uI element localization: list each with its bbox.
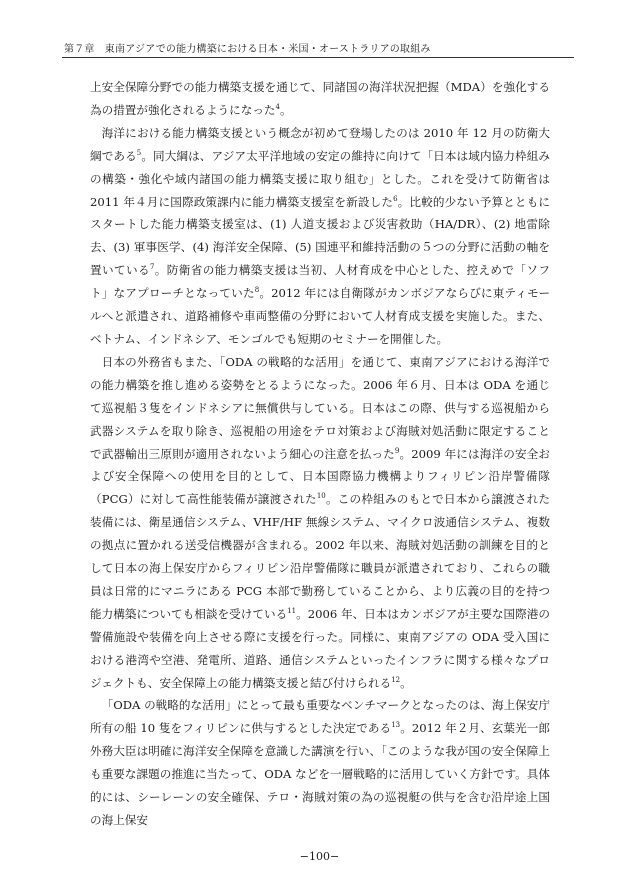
text-run: 。同大綱は、アジア太平洋地域の安定の維持に向けて「日本は域内協力枠組みの構築・強化や域内諸国の能力構築支援に取り組む」とした。これを受けて防衛省は 2011 年４月に国際政策課内に能力構築支援室を新設した xyxy=(90,148,550,209)
footnote-marker: 10 xyxy=(316,492,326,501)
footnote-marker: 9 xyxy=(394,446,400,455)
body-text xyxy=(90,76,550,832)
text-run: 上安全保障分野での能力構築支援を通じて、同諸国の海洋状況把握（MDA）を強化する為の措置が強化されるようになった xyxy=(90,80,550,117)
footnote-marker: 11 xyxy=(287,606,297,615)
text-run: 海洋における能力構築支援という概念が初めて登場したのは 2010 年 12 月の防衛大綱である xyxy=(90,125,550,163)
body-paragraph xyxy=(90,694,550,831)
text-run: 。2012 年には自衛隊がカンボジアならびに東ティモールへと派遣され、道路補修や車両整備の分野において人材育成支援を実施した。また、ベトナム、インドネシア、モンゴルでも短期のセミナーを開催した。 xyxy=(90,286,550,346)
text-run: 。2009 年には海洋の安全および安全保障への使用を目的として、日本国際協力機構よりフィリピン沿岸警備隊（PCG）に対して高性能装備が譲渡された xyxy=(90,446,550,507)
text-run: 。 xyxy=(279,102,292,117)
text-run: 。 xyxy=(400,675,412,690)
body-paragraph xyxy=(90,351,550,695)
footnote-marker: 13 xyxy=(391,721,401,730)
body-paragraph xyxy=(90,76,550,122)
header-rule xyxy=(62,57,574,58)
text-run: 。比較的少ない予算とともにスタートした能力構築支援室は、(1) 人道支援および災害救助（HA/DR）、(2) 地雷除去、(3) 軍事医学、(4) 海洋安全保障、(5) 国連平和維持活動の５つの分野に活動の軸を置いている xyxy=(90,194,550,278)
footnote-marker: 4 xyxy=(275,103,280,112)
footnote-marker: 8 xyxy=(254,286,260,295)
text-run: 日本の外務省もまた、「ODA の戦略的な活用」を通じて、東南アジアにおける海洋での能力構築を推し進める姿勢をとるようになった。2006 年６月、日本は ODA を通じて巡視船３隻をインドネシアに無償供与している。日本はこの際、供与する巡視船から武器システムを取り除き、巡視船の用途をテロ対策および海賊対処活動に限定することで武器輸出三原則が適用されないよう細心の注意を払った xyxy=(90,354,550,461)
running-header: 第７章 東南アジアでの能力構築における日本・米国・オーストラリアの取組み xyxy=(64,44,431,55)
footnote-marker: 5 xyxy=(136,148,142,157)
text-run: 。2006 年、日本はカンボジアが主要な国際港の警備施設や装備を向上させる際に支援を行った。同様に、東南アジアの ODA 受入国における港湾や空港、発電所、道路、通信システムといったインフラに関する様々なプロジェクトも、安全保障上の能力構築支援と結び付けられる xyxy=(90,606,550,690)
footnote-marker: 6 xyxy=(393,194,398,203)
text-run: 。2012 年２月、玄葉光一郎外務大臣は明確に海洋安全保障を意識した講演を行い、「このような我が国の安全保障上も重要な課題の推進に当たって、ODA などを一層戦略的に活用していく方針です。具体的には、シーレーンの安全確保、テロ・海賊対策の為の巡視艇の供与を含む沿岸途上国の海上保安 xyxy=(90,721,550,827)
body-paragraph xyxy=(90,122,550,351)
text-run: 。この枠組みのもとで日本から譲渡された装備には、衛星通信システム、VHF/HF 無線システム、マイクロ波通信システム、複数の拠点に置かれる送受信機器が含まれる。2002 年以来、海賊対処活動の訓練を目的として日本の海上保安庁からフィリピン沿岸警備隊に職員が派遣されており、これらの職員は日常的にマニラにある PCG 本部で勤務していることから、より広義の目的を持つ能力構築についても相談を受けている xyxy=(90,492,550,621)
text-run: 。防衛省の能力構築支援は当初、人材育成を中心とした、控えめで「ソフト」なアプローチとなっていた xyxy=(90,263,550,301)
text-run: 「ODA の戦略的な活用」にとって最も重要なベンチマークとなったのは、海上保安庁所有の船 10 隻をフィリピンに供与するとした決定である xyxy=(90,698,550,736)
page-number: −100− xyxy=(299,850,340,863)
footnote-marker: 12 xyxy=(391,675,401,684)
footnote-marker: 7 xyxy=(149,263,155,272)
